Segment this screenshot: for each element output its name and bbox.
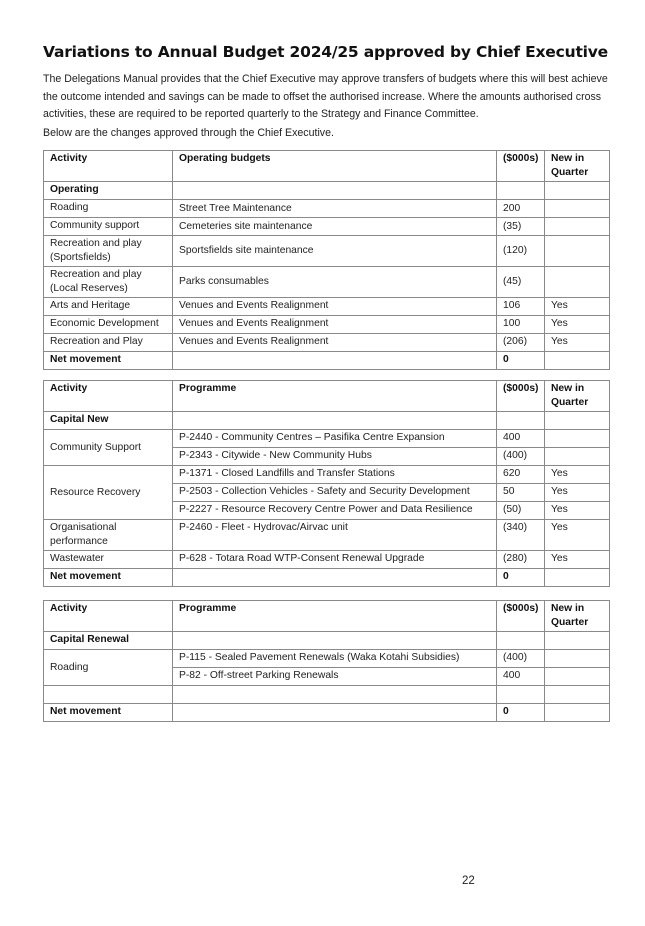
table-row <box>44 551 610 569</box>
table-row <box>44 520 610 551</box>
table-row <box>44 334 610 352</box>
cell-activity: Recreation and play (Local Reserves) <box>44 267 173 298</box>
cell-amount: (35) <box>497 218 545 236</box>
net-label: Net movement <box>44 352 173 370</box>
cell-amount: 400 <box>497 430 545 448</box>
net-value: 0 <box>497 704 545 722</box>
cell-item: P-2503 - Collection Vehicles - Safety and Security Development <box>173 484 497 502</box>
cell-activity: Wastewater <box>44 551 173 569</box>
table-header-row <box>44 381 610 412</box>
cell-item: P-115 - Sealed Pavement Renewals (Waka Kotahi Subsidies) <box>173 650 497 668</box>
section-label: Capital Renewal <box>44 632 173 650</box>
net-label: Net movement <box>44 704 173 722</box>
cell-amount: 100 <box>497 316 545 334</box>
cell-amount: (50) <box>497 502 545 520</box>
cell-new <box>545 430 610 448</box>
header-activity: Activity <box>44 601 173 632</box>
header-item: Programme <box>173 601 497 632</box>
cell-item: Venues and Events Realignment <box>173 316 497 334</box>
capital-new-table <box>43 380 610 587</box>
cell-amount: 400 <box>497 668 545 686</box>
table-row <box>44 298 610 316</box>
cell-amount: 50 <box>497 484 545 502</box>
net-label: Net movement <box>44 569 173 587</box>
cell-new <box>545 668 610 686</box>
cell-amount: (280) <box>497 551 545 569</box>
cell-item: P-628 - Totara Road WTP-Consent Renewal Upgrade <box>173 551 497 569</box>
cell-item: P-1371 - Closed Landfills and Transfer Stations <box>173 466 497 484</box>
cell-new <box>545 236 610 267</box>
cell-activity: Community support <box>44 218 173 236</box>
table-row <box>44 466 610 484</box>
cell-activity: Recreation and Play <box>44 334 173 352</box>
cell-item: Street Tree Maintenance <box>173 200 497 218</box>
cell-activity: Economic Development <box>44 316 173 334</box>
cell-activity: Roading <box>44 200 173 218</box>
cell-amount: 200 <box>497 200 545 218</box>
table-header-row <box>44 151 610 182</box>
header-item: Operating budgets <box>173 151 497 182</box>
intro-paragraph: The Delegations Manual provides that the Chief Executive may approve transfers of budgets where this will best achieve the outcome intended and savings can be made to offset the authorised increase. Where the amounts authorised cross activities, these are required to be reported quarterly to the Strategy and Finance Committee. <box>43 73 608 120</box>
cell-item: P-2440 - Community Centres – Pasifika Centre Expansion <box>173 430 497 448</box>
table-row <box>44 236 610 267</box>
cell-amount: (340) <box>497 520 545 551</box>
cell-new: Yes <box>545 484 610 502</box>
header-new: New in Quarter <box>545 151 610 182</box>
header-activity: Activity <box>44 381 173 412</box>
table-row <box>44 316 610 334</box>
cell-new <box>545 218 610 236</box>
header-activity: Activity <box>44 151 173 182</box>
cell-item: Sportsfields site maintenance <box>173 236 497 267</box>
header-new: New in Quarter <box>545 381 610 412</box>
table-row <box>44 267 610 298</box>
operating-budget-table <box>43 150 610 370</box>
table-row <box>44 650 610 668</box>
cell-new: Yes <box>545 316 610 334</box>
net-movement-row <box>44 704 610 722</box>
section-label: Capital New <box>44 412 173 430</box>
section-row <box>44 182 610 200</box>
cell-new: Yes <box>545 520 610 551</box>
cell-new <box>545 267 610 298</box>
cell-new <box>545 650 610 668</box>
net-value: 0 <box>497 569 545 587</box>
cell-activity: Roading <box>44 650 173 686</box>
page-title: Variations to Annual Budget 2024/25 approved by Chief Executive <box>43 43 608 61</box>
cell-activity: Community Support <box>44 430 173 466</box>
table-header-row <box>44 601 610 632</box>
section-row <box>44 632 610 650</box>
empty-row <box>44 686 610 704</box>
cell-amount: (45) <box>497 267 545 298</box>
net-value: 0 <box>497 352 545 370</box>
cell-activity: Organisational performance <box>44 520 173 551</box>
cell-item: Cemeteries site maintenance <box>173 218 497 236</box>
cell-amount: (206) <box>497 334 545 352</box>
cell-new: Yes <box>545 502 610 520</box>
cell-new: Yes <box>545 298 610 316</box>
table-row <box>44 430 610 448</box>
header-item: Programme <box>173 381 497 412</box>
section-label: Operating <box>44 182 173 200</box>
section-row <box>44 412 610 430</box>
cell-amount: (400) <box>497 650 545 668</box>
cell-item: P-2227 - Resource Recovery Centre Power and Data Resilience <box>173 502 497 520</box>
cell-new: Yes <box>545 466 610 484</box>
net-movement-row <box>44 569 610 587</box>
net-movement-row <box>44 352 610 370</box>
table-row <box>44 218 610 236</box>
lead-paragraph: Below are the changes approved through the Chief Executive. <box>43 127 334 139</box>
header-amount: ($000s) <box>497 601 545 632</box>
cell-item: P-2460 - Fleet - Hydrovac/Airvac unit <box>173 520 497 551</box>
cell-amount: 106 <box>497 298 545 316</box>
cell-item: P-82 - Off-street Parking Renewals <box>173 668 497 686</box>
cell-amount: (400) <box>497 448 545 466</box>
header-new: New in Quarter <box>545 601 610 632</box>
cell-amount: (120) <box>497 236 545 267</box>
header-amount: ($000s) <box>497 151 545 182</box>
cell-activity: Recreation and play (Sportsfields) <box>44 236 173 267</box>
cell-new <box>545 448 610 466</box>
table-row <box>44 200 610 218</box>
cell-activity: Resource Recovery <box>44 466 173 520</box>
cell-item: Parks consumables <box>173 267 497 298</box>
page-number: 22 <box>462 875 475 887</box>
header-amount: ($000s) <box>497 381 545 412</box>
capital-renewal-table <box>43 600 610 722</box>
cell-new <box>545 200 610 218</box>
cell-item: Venues and Events Realignment <box>173 298 497 316</box>
cell-activity: Arts and Heritage <box>44 298 173 316</box>
cell-new: Yes <box>545 551 610 569</box>
cell-item: P-2343 - Citywide - New Community Hubs <box>173 448 497 466</box>
cell-amount: 620 <box>497 466 545 484</box>
cell-new: Yes <box>545 334 610 352</box>
cell-item: Venues and Events Realignment <box>173 334 497 352</box>
